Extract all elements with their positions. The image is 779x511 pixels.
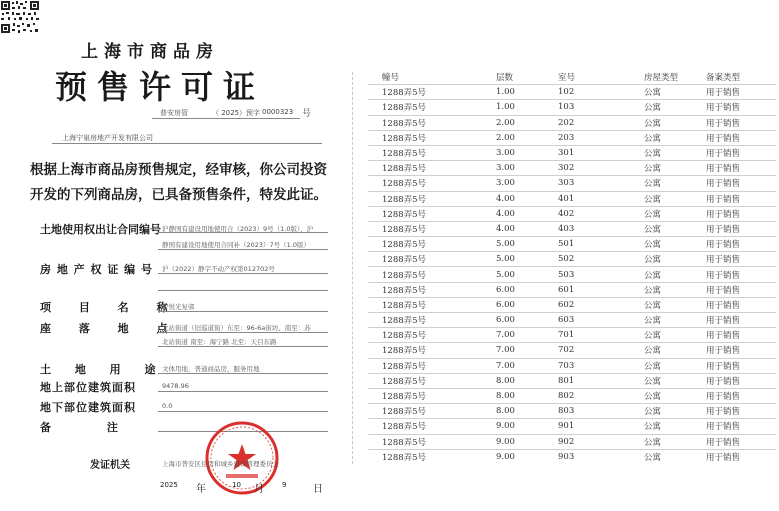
cell-record-type: 用于销售	[706, 145, 776, 160]
cell-building: 1288弄5号	[368, 145, 496, 160]
table-row	[368, 85, 776, 100]
cell-type: 公寓	[644, 404, 706, 419]
cell-type: 公寓	[644, 358, 706, 373]
cell-building: 1288弄5号	[368, 328, 496, 343]
table-row	[368, 373, 776, 388]
field-value-location-2: 北站街道 南至：海宁路 北至：天目东路	[162, 338, 277, 346]
field-value-location: 北站街道（旧巡道街）东至：96-6a街坊、南至：苏	[162, 324, 311, 332]
cell-record-type: 用于销售	[706, 267, 776, 282]
cell-record-type: 用于销售	[706, 282, 776, 297]
field-value-above-area: 9478.96	[162, 382, 189, 390]
table-row	[368, 161, 776, 176]
table-row	[368, 115, 776, 130]
cell-room: 502	[558, 252, 644, 267]
field-label-above-area: 地上部位建筑面积	[40, 381, 136, 394]
table-row	[368, 100, 776, 115]
table-row	[368, 282, 776, 297]
cell-building: 1288弄5号	[368, 206, 496, 221]
cell-building: 1288弄5号	[368, 404, 496, 419]
table-row	[368, 176, 776, 191]
cell-floor: 4.00	[496, 191, 558, 206]
cell-record-type: 用于销售	[706, 434, 776, 449]
cell-record-type: 用于销售	[706, 313, 776, 328]
cell-floor: 6.00	[496, 313, 558, 328]
cell-record-type: 用于销售	[706, 130, 776, 145]
table-row	[368, 313, 776, 328]
cell-room: 901	[558, 419, 644, 434]
field-label-land-contract: 土地使用权出让合同编号	[40, 223, 161, 236]
cell-type: 公寓	[644, 100, 706, 115]
table-row	[368, 191, 776, 206]
cell-floor: 1.00	[496, 100, 558, 115]
issuer-value: 上海市普安区住房和城乡建设管理委员会	[162, 460, 279, 468]
cell-floor: 9.00	[496, 449, 558, 464]
cell-floor: 4.00	[496, 206, 558, 221]
column-header-record-type: 备案类型	[706, 73, 741, 84]
page-divider	[352, 72, 353, 464]
cell-floor: 3.00	[496, 161, 558, 176]
company-underline	[52, 143, 322, 144]
date-day: 9	[282, 481, 287, 489]
cell-room: 302	[558, 161, 644, 176]
column-header-floor: 层数	[496, 73, 514, 84]
field-value-land-use: 文体用地，普通商品房，服务用地	[162, 365, 260, 373]
cell-record-type: 用于销售	[706, 449, 776, 464]
cell-record-type: 用于销售	[706, 191, 776, 206]
cell-floor: 7.00	[496, 328, 558, 343]
table-row	[368, 358, 776, 373]
cell-room: 402	[558, 206, 644, 221]
cell-room: 303	[558, 176, 644, 191]
cell-type: 公寓	[644, 161, 706, 176]
cell-building: 1288弄5号	[368, 282, 496, 297]
cell-type: 公寓	[644, 115, 706, 130]
cell-building: 1288弄5号	[368, 388, 496, 403]
table-row	[368, 206, 776, 221]
cell-record-type: 用于销售	[706, 404, 776, 419]
cell-floor: 3.00	[496, 145, 558, 160]
field-label-property-cert: 房 地 产 权 证 编 号	[40, 263, 153, 276]
certificate-intro: 根据上海市商品房预售规定，经审核，你公司投资开发的下列商品房，已具备预售条件，特发此证。	[30, 162, 327, 203]
field-underline	[158, 411, 328, 412]
cell-building: 1288弄5号	[368, 419, 496, 434]
field-label-land-use: 土 地 用 途	[40, 363, 156, 376]
field-underline	[158, 249, 328, 250]
cell-type: 公寓	[644, 419, 706, 434]
cell-floor: 2.00	[496, 115, 558, 130]
cell-building: 1288弄5号	[368, 449, 496, 464]
cell-record-type: 用于销售	[706, 85, 776, 100]
cell-room: 202	[558, 115, 644, 130]
cell-room: 703	[558, 358, 644, 373]
cell-building: 1288弄5号	[368, 267, 496, 282]
cell-type: 公寓	[644, 206, 706, 221]
cell-floor: 5.00	[496, 252, 558, 267]
cell-type: 公寓	[644, 313, 706, 328]
field-underline	[158, 346, 328, 347]
cell-type: 公寓	[644, 85, 706, 100]
cell-room: 801	[558, 373, 644, 388]
field-value-land-contract: 沪静国有建设用地使用合（2023）9号（1.0版），沪	[162, 225, 314, 233]
cell-floor: 9.00	[496, 419, 558, 434]
field-value-below-area: 0.0	[162, 402, 173, 410]
field-label-location: 座 落 地 点	[40, 322, 168, 335]
cell-type: 公寓	[644, 176, 706, 191]
table-row	[368, 297, 776, 312]
table-row	[368, 388, 776, 403]
cell-type: 公寓	[644, 221, 706, 236]
cell-room: 301	[558, 145, 644, 160]
table-row	[368, 221, 776, 236]
cell-building: 1288弄5号	[368, 252, 496, 267]
cell-record-type: 用于销售	[706, 221, 776, 236]
building-table	[368, 70, 776, 464]
cell-record-type: 用于销售	[706, 373, 776, 388]
cell-building: 1288弄5号	[368, 434, 496, 449]
field-label-project: 项 目 名 称	[40, 301, 168, 314]
cell-floor: 7.00	[496, 343, 558, 358]
cell-floor: 9.00	[496, 434, 558, 449]
cell-room: 803	[558, 404, 644, 419]
cell-type: 公寓	[644, 145, 706, 160]
cell-record-type: 用于销售	[706, 161, 776, 176]
cell-floor: 1.00	[496, 85, 558, 100]
cell-room: 802	[558, 388, 644, 403]
table-row	[368, 404, 776, 419]
table-row	[368, 237, 776, 252]
cell-building: 1288弄5号	[368, 161, 496, 176]
cell-type: 公寓	[644, 237, 706, 252]
cell-type: 公寓	[644, 388, 706, 403]
company-name: 上海宁泉房地产开发有限公司	[62, 134, 153, 142]
certificate-title-line1: 上海市商品房	[81, 42, 219, 62]
cell-building: 1288弄5号	[368, 130, 496, 145]
cell-type: 公寓	[644, 297, 706, 312]
cell-floor: 4.00	[496, 221, 558, 236]
cell-record-type: 用于销售	[706, 419, 776, 434]
field-underline	[158, 273, 328, 274]
cell-room: 701	[558, 328, 644, 343]
table-row	[368, 343, 776, 358]
cell-building: 1288弄5号	[368, 85, 496, 100]
cell-building: 1288弄5号	[368, 237, 496, 252]
cell-room: 601	[558, 282, 644, 297]
cell-type: 公寓	[644, 282, 706, 297]
cell-room: 401	[558, 191, 644, 206]
cell-record-type: 用于销售	[706, 206, 776, 221]
cell-building: 1288弄5号	[368, 100, 496, 115]
cell-floor: 7.00	[496, 358, 558, 373]
cell-record-type: 用于销售	[706, 176, 776, 191]
cell-room: 501	[558, 237, 644, 252]
table-row	[368, 130, 776, 145]
number-value: 0000323	[262, 108, 294, 116]
column-header-room: 室号	[558, 73, 576, 84]
table-row	[368, 449, 776, 464]
cell-type: 公寓	[644, 267, 706, 282]
cell-room: 403	[558, 221, 644, 236]
official-seal	[204, 420, 280, 496]
number-prefix: 普安房管	[160, 109, 188, 117]
cell-room: 903	[558, 449, 644, 464]
date-year: 2025	[160, 481, 178, 489]
cell-record-type: 用于销售	[706, 252, 776, 267]
cell-type: 公寓	[644, 328, 706, 343]
cell-record-type: 用于销售	[706, 358, 776, 373]
cell-record-type: 用于销售	[706, 343, 776, 358]
cell-type: 公寓	[644, 343, 706, 358]
table-row	[368, 145, 776, 160]
cell-type: 公寓	[644, 191, 706, 206]
cell-building: 1288弄5号	[368, 358, 496, 373]
field-underline	[158, 391, 328, 392]
cell-building: 1288弄5号	[368, 313, 496, 328]
table-row	[368, 419, 776, 434]
cell-building: 1288弄5号	[368, 343, 496, 358]
cell-room: 603	[558, 313, 644, 328]
number-underline	[152, 118, 300, 119]
field-value-property-cert: 沪（2022）静字不动产权第012702号	[162, 265, 275, 273]
column-header-type: 房屋类型	[644, 73, 679, 84]
field-underline	[158, 232, 328, 233]
date-day-unit: 日	[313, 484, 323, 495]
qr-code	[0, 0, 40, 34]
table-row	[368, 252, 776, 267]
cell-type: 公寓	[644, 252, 706, 267]
number-suffix: 号	[302, 109, 312, 119]
cell-room: 702	[558, 343, 644, 358]
cell-floor: 5.00	[496, 237, 558, 252]
cell-floor: 6.00	[496, 282, 558, 297]
table-row	[368, 328, 776, 343]
date-year-unit: 年	[196, 484, 206, 495]
cell-record-type: 用于销售	[706, 115, 776, 130]
cell-floor: 5.00	[496, 267, 558, 282]
cell-room: 102	[558, 85, 644, 100]
cell-type: 公寓	[644, 130, 706, 145]
date-month: 10	[232, 481, 241, 489]
issuer-label: 发证机关	[90, 460, 130, 471]
cell-record-type: 用于销售	[706, 297, 776, 312]
table-row	[368, 267, 776, 282]
number-year: （ 2025）预字	[212, 109, 261, 117]
table-row	[368, 434, 776, 449]
cell-room: 203	[558, 130, 644, 145]
cell-room: 602	[558, 297, 644, 312]
certificate-title-main: 预售许可证	[54, 68, 265, 106]
cell-floor: 8.00	[496, 388, 558, 403]
cell-building: 1288弄5号	[368, 176, 496, 191]
field-underline	[158, 311, 328, 312]
cell-building: 1288弄5号	[368, 221, 496, 236]
field-value-project: 宁悦光复邨	[162, 303, 195, 311]
cell-building: 1288弄5号	[368, 297, 496, 312]
column-header-building: 幢号	[382, 73, 400, 84]
field-label-remarks: 备 注	[40, 421, 118, 434]
cell-record-type: 用于销售	[706, 237, 776, 252]
cell-room: 103	[558, 100, 644, 115]
cell-record-type: 用于销售	[706, 388, 776, 403]
date-month-unit: 月	[254, 484, 264, 495]
cell-floor: 6.00	[496, 297, 558, 312]
field-underline	[158, 332, 328, 333]
cell-building: 1288弄5号	[368, 115, 496, 130]
cell-floor: 8.00	[496, 404, 558, 419]
field-underline	[158, 290, 328, 291]
field-underline	[158, 373, 328, 374]
cell-floor: 8.00	[496, 373, 558, 388]
cell-type: 公寓	[644, 373, 706, 388]
cell-record-type: 用于销售	[706, 328, 776, 343]
field-value-land-contract-2: 静国有建设用地使用合同补（2023）7号（1.0版）	[162, 241, 311, 249]
cell-building: 1288弄5号	[368, 191, 496, 206]
table-header-row	[368, 70, 776, 85]
cell-record-type: 用于销售	[706, 100, 776, 115]
cell-floor: 2.00	[496, 130, 558, 145]
cell-room: 503	[558, 267, 644, 282]
cell-type: 公寓	[644, 434, 706, 449]
cell-room: 902	[558, 434, 644, 449]
cell-building: 1288弄5号	[368, 373, 496, 388]
field-label-below-area: 地下部位建筑面积	[40, 401, 136, 414]
cell-type: 公寓	[644, 449, 706, 464]
cell-floor: 3.00	[496, 176, 558, 191]
